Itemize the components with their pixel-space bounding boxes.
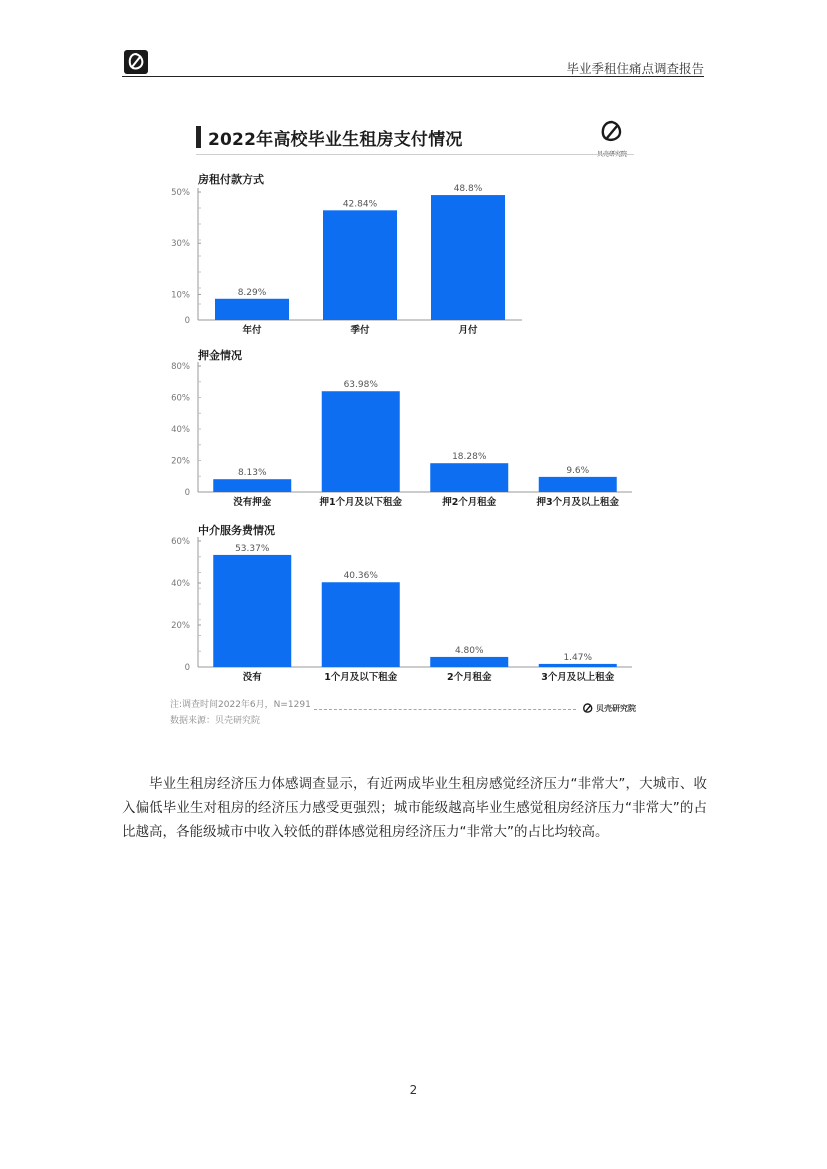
bar-value-label: 1.47% [563, 652, 593, 663]
x-category-label: 没有押金 [233, 497, 272, 508]
x-category-label: 押2个月租金 [442, 497, 497, 508]
figure-note: 注:调查时间2022年6月，N=1291 [170, 700, 311, 710]
bar-value-label: 4.80% [454, 645, 484, 656]
x-category-label: 年付 [242, 325, 262, 336]
y-tick-label: 20% [171, 456, 190, 467]
chart-subtitle: 中介服务费情况 [198, 524, 275, 537]
y-tick-label: 40% [171, 425, 190, 435]
bar-value-label: 8.29% [237, 287, 267, 298]
bar-value-label: 48.8% [453, 184, 483, 195]
figure-title: 2022年高校毕业生租房支付情况 [208, 130, 463, 150]
x-category-label: 押3个月及以上租金 [536, 497, 620, 508]
bar [431, 195, 505, 320]
chart-rent-payment [170, 168, 640, 338]
body-paragraph: 毕业生租房经济压力体感调查显示，有近两成毕业生租房感觉经济压力“非常大”，大城市、收入偏低毕业生对租房的经济压力感受更强烈；城市能级越高毕业生感觉租房经济压力“非常大”的占比越高，各能级城市中收入较低的群体感觉租房经济压力“非常大”的占比均较高。 [122, 776, 707, 840]
bar [322, 391, 400, 492]
bar-value-label: 63.98% [343, 380, 378, 391]
bar-value-label: 8.13% [237, 468, 267, 479]
y-tick-label: 0 [184, 488, 190, 498]
y-tick-label: 60% [171, 393, 190, 404]
y-tick-label: 50% [171, 188, 190, 198]
header-divider [122, 76, 704, 77]
figure-source: 数据来源：贝壳研究院 [170, 716, 261, 726]
brand-shell-small-icon [582, 703, 594, 714]
y-tick-label: 40% [171, 579, 190, 589]
figure-title-accent [196, 126, 201, 148]
x-category-label: 季付 [350, 325, 370, 336]
bar [323, 210, 397, 320]
y-tick-label: 20% [171, 621, 190, 631]
note-divider [314, 709, 576, 710]
x-category-label: 月付 [458, 325, 478, 336]
bar-value-label: 42.84% [342, 199, 378, 210]
x-category-label: 2个月租金 [446, 672, 492, 683]
bar [322, 582, 400, 667]
brand-footer [582, 703, 636, 714]
bar [213, 479, 291, 492]
bar-value-label: 53.37% [235, 543, 270, 554]
chart-subtitle: 押金情况 [198, 349, 242, 362]
y-tick-label: 10% [171, 290, 190, 301]
brand-logo [590, 120, 634, 156]
y-tick-label: 60% [171, 537, 190, 547]
x-category-label: 1个月及以下租金 [324, 672, 398, 683]
bar [539, 477, 617, 492]
bar [215, 299, 289, 320]
x-category-label: 没有 [242, 672, 262, 683]
brand-shell-icon [599, 120, 625, 144]
chart-subtitle: 房租付款方式 [198, 173, 264, 186]
brand-footer-name: 贝壳研究院 [596, 704, 636, 713]
bar [213, 555, 291, 667]
y-tick-label: 30% [171, 239, 190, 250]
page-number: 2 [409, 1083, 418, 1097]
chart-agency-fee [170, 519, 640, 689]
x-category-label: 押1个月及以下租金 [319, 497, 403, 508]
y-tick-label: 0 [184, 663, 190, 673]
report-logo-icon [124, 50, 148, 74]
bar-value-label: 18.28% [452, 452, 487, 463]
y-tick-label: 0 [184, 316, 190, 326]
bar [430, 657, 508, 667]
bar [539, 664, 617, 667]
y-tick-label: 80% [171, 362, 190, 372]
x-category-label: 3个月及以上租金 [541, 672, 615, 683]
chart-deposit [170, 344, 640, 514]
bar-value-label: 9.6% [566, 465, 590, 476]
bar [430, 463, 508, 492]
figure-title-divider [196, 154, 634, 155]
bar-value-label: 40.36% [343, 571, 378, 582]
header-title: 毕业季租住痛点调查报告 [566, 61, 704, 76]
